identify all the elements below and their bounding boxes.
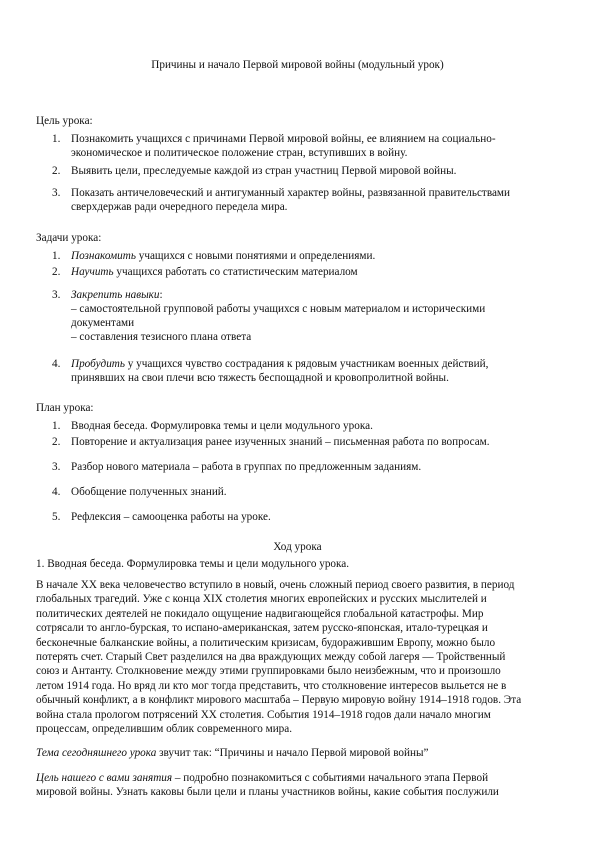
- list-text: учащихся работать со статистическим материалом: [113, 266, 358, 278]
- list-number: 1.: [52, 420, 61, 432]
- list-text: Повторение и актуализация ранее изученных знаний – письменная работа по вопросам.: [71, 436, 490, 448]
- list-text: Обобщение полученных знаний.: [71, 486, 227, 498]
- list-text: – составления тезисного плана ответа: [71, 331, 252, 343]
- list-number: 1.: [52, 133, 61, 145]
- paragraph-line: сотрясали то англо-бурская, то испано-американская, затем русско-японская, итало-турецкая и: [36, 622, 488, 635]
- list-text: учащихся с новыми понятиями и определениями.: [135, 250, 376, 262]
- document-title: Причины и начало Первой мировой войны (модульный урок): [151, 59, 444, 71]
- list-text: экономическое и политическое положение стран, вступивших в войну.: [71, 147, 408, 159]
- list-text: Разбор нового материала – работа в группах по предложенным заданиям.: [71, 461, 422, 473]
- paragraph-line: процессам, определившим облик современного мира.: [36, 723, 293, 736]
- paragraph-text: – подробно познакомиться с событиями начального этапа Первой: [172, 772, 489, 784]
- paragraph-line: война стала прологом потрясений XX столетия. События 1914–1918 годов дали начало многим: [36, 708, 491, 721]
- list-text: документами: [71, 317, 135, 329]
- aim-paragraph: [36, 771, 558, 800]
- paragraph-line: союз и Антанту. Столкновение между этими группировками было неизбежным, что и произошло: [36, 665, 501, 678]
- paragraph-line: бесконечные балканские войны, а политическим кризисам, будоражившим Европу, можно было: [36, 636, 496, 649]
- list-text: Показать античеловеческий и антигуманный характер войны, развязанной правительствами: [71, 187, 510, 199]
- list-number: 3.: [52, 461, 61, 473]
- list-text: Рефлексия – самооценка работы на уроке.: [71, 511, 271, 523]
- emphasis-text: Закрепить навыки: [71, 289, 160, 301]
- list-text: :: [159, 289, 163, 301]
- list-text: Вводная беседа. Формулировка темы и цели модульного урока.: [71, 420, 373, 432]
- list-number: 4.: [52, 486, 61, 498]
- paragraph-line: политических деятелей не покидало ощущение надвигающейся глобальной катастрофы. Мир: [36, 607, 484, 620]
- list-number: 2.: [52, 436, 61, 448]
- list-text: – самостоятельной групповой работы учащихся с новым материалом и историческими: [71, 303, 486, 315]
- list-text: сверхдержав ради очередного передела мира.: [71, 201, 288, 213]
- paragraph-line: летом 1914 года. Но вряд ли кто мог тогда представить, что столкновение интересов выльется не в: [36, 679, 507, 692]
- emphasis-text: Познакомить: [71, 250, 136, 262]
- list-number: 4.: [52, 358, 61, 370]
- topic-line: [36, 746, 558, 760]
- list-text: у учащихся чувство сострадания к рядовым участникам военных действий,: [124, 358, 489, 370]
- list-number: 5.: [52, 511, 61, 523]
- paragraph-line: глобальных трагедий. Уже с конца XIX столетия многих европейских и русских мыслителей и: [36, 593, 487, 606]
- paragraph-line: потерять счет. Старый Свет разделился на два враждующих между собой лагеря — Тройственный: [36, 651, 506, 664]
- list-text: Познакомить учащихся с причинами Первой мировой войны, ее влиянием на социально-: [71, 133, 496, 145]
- emphasis-text: Пробудить: [71, 358, 125, 370]
- paragraph-line: мировой войны. Узнать каковы были цели и планы участников войны, какие события послужили: [36, 786, 499, 799]
- list-number: 3.: [52, 187, 61, 199]
- tasks-heading: Задачи урока:: [36, 232, 102, 244]
- paragraph-line: В начале XX века человечество вступило в новый, очень сложный период своего развития, в период: [36, 579, 515, 591]
- list-text: принявших на свои плечи всю тяжесть беспощадной и кровопролитной войны.: [71, 372, 449, 384]
- list-number: 3.: [52, 289, 61, 301]
- list-number: 2.: [52, 165, 61, 177]
- paragraph-line: обычный конфликт, а в конфликт мирового масштаба – Первую мировую войну 1914–1918 годов. Эта: [36, 694, 522, 707]
- list-number: 1.: [52, 250, 61, 262]
- emphasis-text: Научить: [71, 266, 114, 278]
- list-number: 2.: [52, 266, 61, 278]
- paragraph: [36, 578, 558, 736]
- paragraph-text: звучит так: “Причины и начало Первой мировой войны”: [156, 747, 429, 759]
- section-heading: Ход урока: [273, 541, 322, 553]
- step-heading: 1. Вводная беседа. Формулировка темы и цели модульного урока.: [36, 558, 350, 570]
- list-text: Выявить цели, преследуемые каждой из стран участниц Первой мировой войны.: [71, 165, 457, 177]
- emphasis-text: Тема сегодняшнего урока: [36, 747, 157, 759]
- goal-heading: Цель урока:: [36, 115, 93, 127]
- emphasis-text: Цель нашего с вами занятия: [36, 772, 173, 784]
- plan-heading: План урока:: [36, 402, 94, 414]
